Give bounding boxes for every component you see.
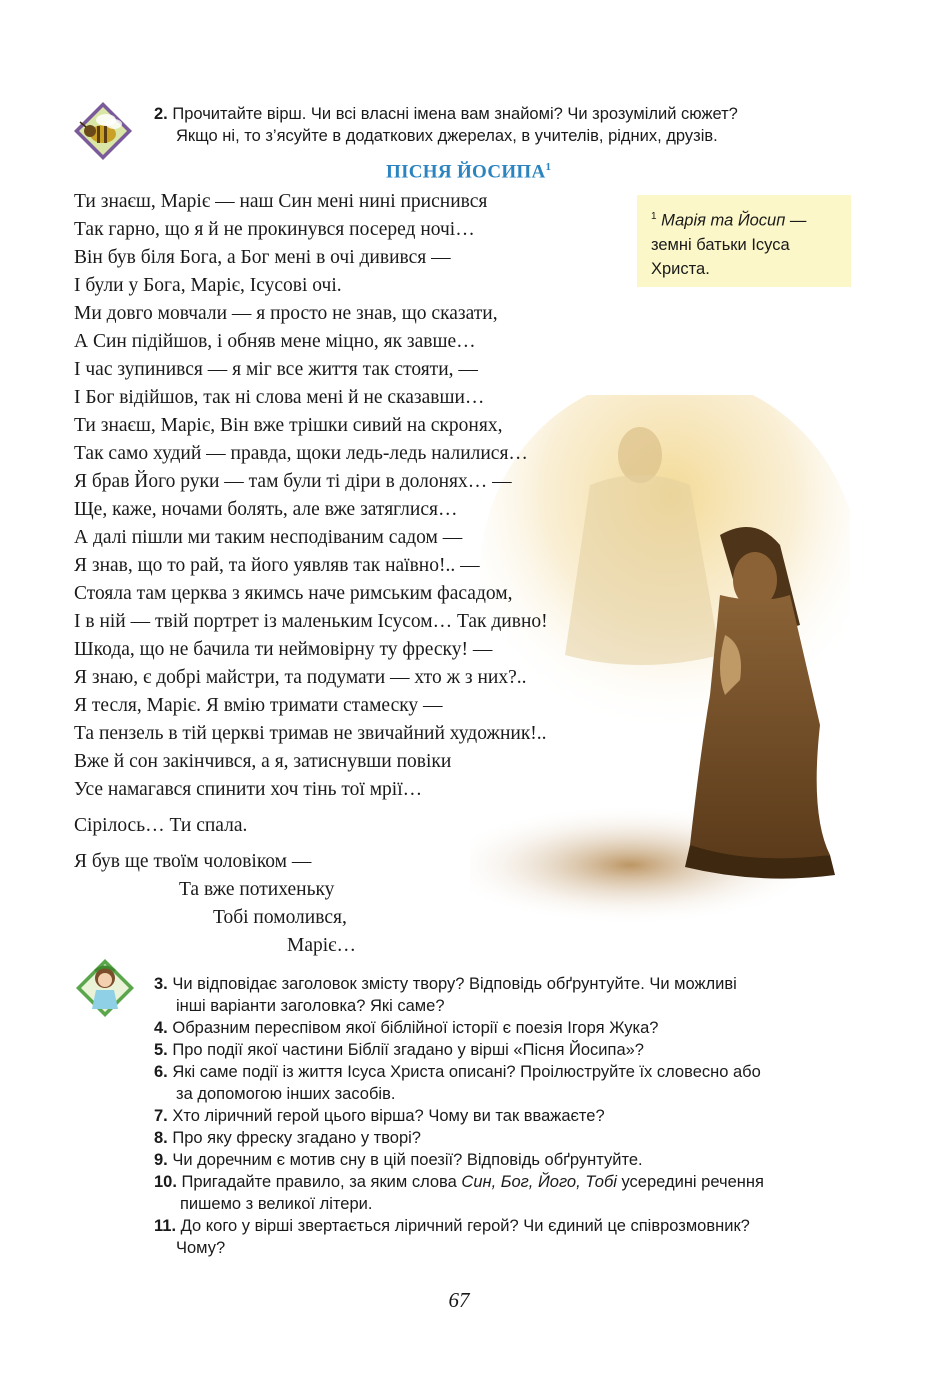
poem-line: І час зупинився — я міг все життя так стояти, — <box>74 359 478 380</box>
task-number: 2. <box>154 105 168 123</box>
question-number: 11. <box>154 1217 177 1235</box>
question-number: 9. <box>154 1151 168 1169</box>
poem-line: І Бог відійшов, так ні слова мені й не сказавши… <box>74 387 485 408</box>
question-item <box>154 973 846 1017</box>
question-text: Пригадайте правило, за яким слова <box>181 1173 462 1191</box>
footnote-mark: 1 <box>651 211 657 222</box>
question-text: Хто ліричний герой цього вірша? Чому ви так вважаєте? <box>172 1107 605 1125</box>
poem-line: Та вже потихеньку <box>179 879 335 900</box>
poem-line: А далі пішли ми таким несподіваним садом — <box>74 527 463 548</box>
poem-body <box>74 188 694 960</box>
poem-line: Вже й сон закінчився, а я, затиснувши повіки <box>74 751 452 772</box>
poem-line: Шкода, що не бачила ти неймовірну ту фреску! — <box>74 639 493 660</box>
poem-line: А Син підійшов, і обняв мене міцно, як завше… <box>74 331 476 352</box>
poem-title <box>386 161 551 183</box>
question-item <box>154 1061 846 1105</box>
question-text: Про події якої частини Біблії згадано у вірші «Пісня Йосипа»? <box>172 1041 644 1059</box>
task-text-line1: Прочитайте вірш. Чи всі власні імена вам знайомі? Чи зрозумілий сюжет? <box>172 105 738 123</box>
poem-line: Та пензель в тій церкві тримав не звичайний художник!.. <box>74 723 547 744</box>
task-text-line2: Якщо ні, то з’ясуйте в додаткових джерелах, в учителів, рідних, друзів. <box>176 127 718 145</box>
task-2 <box>154 103 854 147</box>
question-number: 4. <box>154 1019 168 1037</box>
poem-line: Так само худий — правда, щоки ледь-ледь налилися… <box>74 443 528 464</box>
question-text: Про яку фреску згадано у творі? <box>172 1129 421 1147</box>
question-item <box>154 1017 846 1039</box>
poem-line: Ми довго мовчали — я просто не знав, що сказати, <box>74 303 498 324</box>
question-text-cont: за допомогою інших засобів. <box>176 1085 396 1103</box>
question-number: 7. <box>154 1107 168 1125</box>
question-text-end: усередині речення <box>616 1173 764 1191</box>
bee-icon <box>72 100 134 162</box>
question-number: 5. <box>154 1041 168 1059</box>
poem-line: Тобі помолився, <box>213 907 347 928</box>
question-text: Чи доречним є мотив сну в цій поезії? Відповідь обґрунтуйте. <box>172 1151 643 1169</box>
question-item <box>154 1127 846 1149</box>
question-number: 3. <box>154 975 168 993</box>
footnote-marker: 1 <box>545 161 552 173</box>
question-text: Які саме події із життя Ісуса Христа описані? Проілюструйте їх словесно або <box>172 1063 761 1081</box>
poem-title-text: ПІСНЯ ЙОСИПА <box>386 161 546 183</box>
question-text-cont: Чому? <box>176 1239 226 1257</box>
poem-line: Я знав, що то рай, та його уявляв так наївно!.. — <box>74 555 480 576</box>
girl-icon <box>74 957 136 1019</box>
page-number: 67 <box>448 1288 470 1312</box>
question-text: До кого у вірші звертається ліричний герой? Чи єдиний це співрозмовник? <box>180 1217 750 1235</box>
questions-list <box>154 973 846 1259</box>
poem-line: Маріє… <box>287 935 357 956</box>
poem-line: Ще, каже, ночами болять, але вже затяглися… <box>74 499 458 520</box>
question-item <box>154 1149 846 1171</box>
poem-line: Стояла там церква з якимсь наче римським фасадом, <box>74 583 513 604</box>
poem-line: Ти знаєш, Маріє, Він вже трішки сивий на скронях, <box>74 415 503 436</box>
question-number: 8. <box>154 1129 168 1147</box>
question-number: 6. <box>154 1063 168 1081</box>
question-item <box>154 1171 846 1215</box>
question-text: Чи відповідає заголовок змісту твору? Відповідь обґрунтуйте. Чи можливі <box>172 975 737 993</box>
question-item <box>154 1215 846 1259</box>
poem-line: Я брав Його руки — там були ті діри в долонях… — <box>74 471 512 492</box>
poem-line: І в ній — твій портрет із маленьким Ісусом… Так дивно! <box>74 611 548 632</box>
question-item <box>154 1105 846 1127</box>
poem-line: Усе намагався спинити хоч тінь тої мрії… <box>74 779 423 800</box>
question-text: Образним переспівом якої біблійної історії є поезія Ігоря Жука? <box>172 1019 659 1037</box>
footnote-italic: Марія та Йосип — <box>661 211 807 230</box>
poem-line: Я був ще твоїм чоловіком — <box>74 851 312 872</box>
poem-line: Він був біля Бога, а Бог мені в очі дивився — <box>74 247 451 268</box>
question-number: 10. <box>154 1173 177 1191</box>
question-text-cont: інші варіанти заголовка? Які саме? <box>176 997 445 1015</box>
question-item <box>154 1039 846 1061</box>
poem-line: Так гарно, що я й не прокинувся посеред ночі… <box>74 219 475 240</box>
poem-line: Я знаю, є добрі майстри, та подумати — хто ж з них?.. <box>74 667 527 688</box>
poem-line: Ти знаєш, Маріє — наш Син мені нині приснився <box>74 191 488 212</box>
question-text-italic: Син, Бог, Його, Тобі <box>461 1173 617 1191</box>
question-text-cont: пишемо з великої літери. <box>180 1195 373 1213</box>
poem-stanza-2: Сірілось… Ти спала. <box>74 815 248 836</box>
poem-line: Я тесля, Маріє. Я вмію тримати стамеску — <box>74 695 443 716</box>
footnote-text: земні батьки Ісуса Христа. <box>651 235 790 278</box>
poem-line: І були у Бога, Маріє, Ісусові очі. <box>74 275 342 296</box>
